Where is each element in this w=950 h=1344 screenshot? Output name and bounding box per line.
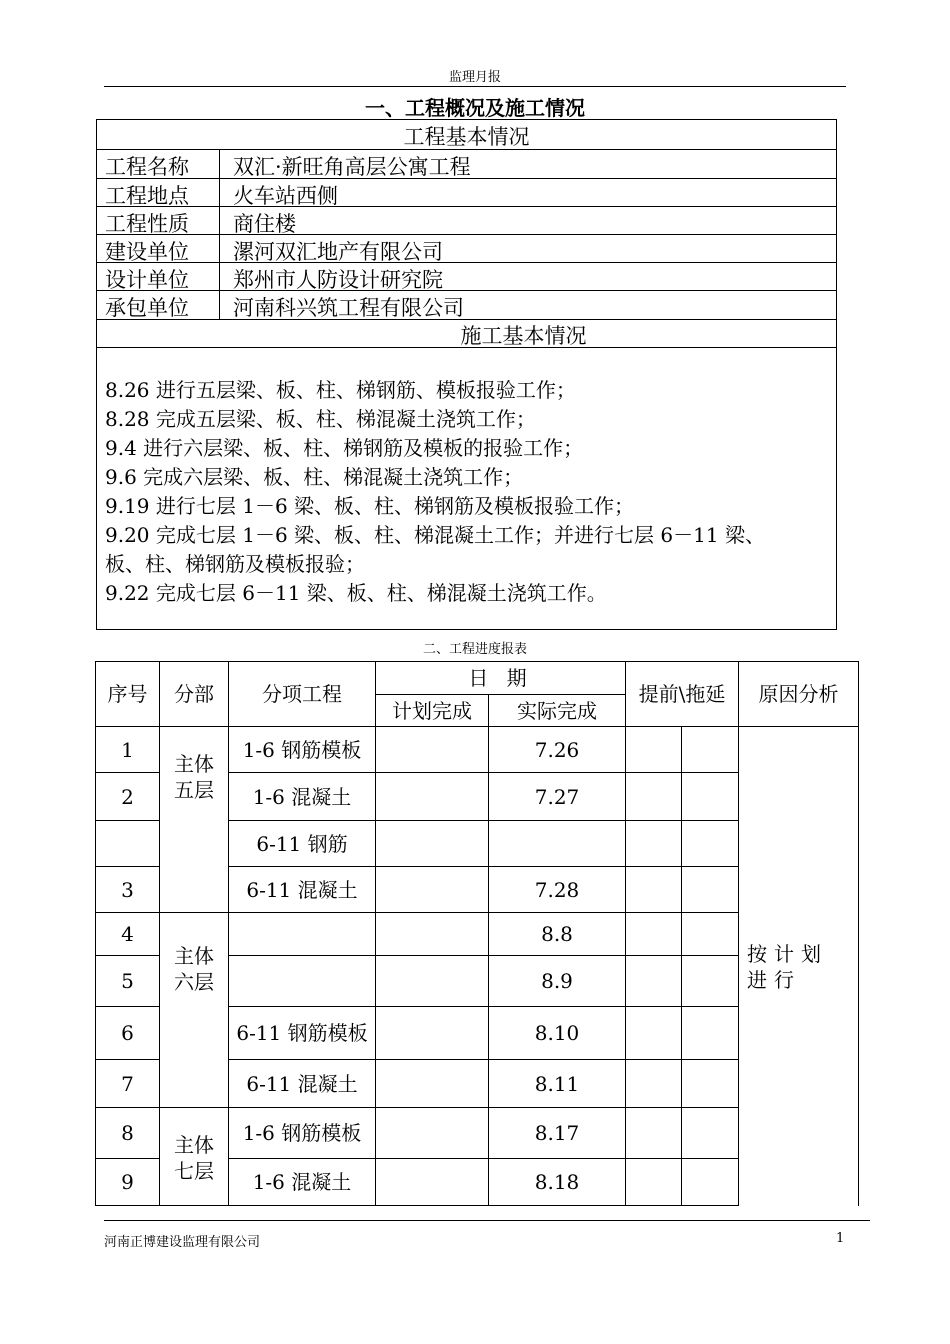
cell-delay bbox=[682, 821, 739, 867]
cell-item: 1-6 混凝土 bbox=[229, 1159, 376, 1206]
cell-seq: 5 bbox=[96, 956, 160, 1007]
cell-actual: 7.28 bbox=[489, 867, 626, 913]
basic-info-title-row bbox=[97, 120, 836, 150]
cell-planned bbox=[376, 1060, 489, 1108]
footer-company: 河南正博建设监理有限公司 bbox=[104, 1235, 261, 1250]
construction-title: 施工基本情况 bbox=[460, 324, 587, 348]
info-divider bbox=[219, 179, 220, 206]
header-division: 分部 bbox=[160, 662, 229, 727]
cell-planned bbox=[376, 913, 489, 956]
section-title: 一、工程概况及施工情况 bbox=[365, 96, 585, 120]
cell-seq: 7 bbox=[96, 1060, 160, 1108]
cell-actual: 8.8 bbox=[489, 913, 626, 956]
construction-title-row bbox=[97, 320, 836, 348]
cell-delay bbox=[682, 867, 739, 913]
division-label: 主体七层 bbox=[174, 1133, 214, 1183]
cell-item bbox=[229, 956, 376, 1007]
cell-actual: 7.27 bbox=[489, 773, 626, 821]
division-label: 主体五层 bbox=[174, 752, 214, 802]
cell-division bbox=[160, 727, 229, 913]
cell-division bbox=[160, 913, 229, 1108]
cell-planned bbox=[376, 1108, 489, 1159]
cell-ahead bbox=[626, 1060, 682, 1108]
cell-seq: 4 bbox=[96, 913, 160, 956]
progress-line: 9.4 进行六层梁、板、柱、梯钢筋及模板的报验工作； bbox=[105, 436, 584, 460]
cell-actual: 8.18 bbox=[489, 1159, 626, 1206]
cell-ahead bbox=[626, 956, 682, 1007]
info-value: 火车站西侧 bbox=[233, 184, 338, 208]
progress-line: 9.22 完成七层 6－11 梁、板、柱、梯混凝土浇筑工作。 bbox=[105, 581, 607, 605]
cell-seq: 2 bbox=[96, 773, 160, 821]
progress-line: 9.19 进行七层 1－6 梁、板、柱、梯钢筋及模板报验工作； bbox=[105, 494, 635, 518]
header-planned: 计划完成 bbox=[376, 695, 489, 727]
info-divider bbox=[219, 207, 220, 234]
info-label: 承包单位 bbox=[105, 296, 189, 320]
basic-info-title: 工程基本情况 bbox=[403, 125, 530, 149]
header-reason: 原因分析 bbox=[739, 662, 859, 727]
info-value: 河南科兴筑工程有限公司 bbox=[233, 296, 464, 320]
cell-planned bbox=[376, 956, 489, 1007]
page-number: 1 bbox=[836, 1231, 845, 1246]
info-value: 漯河双汇地产有限公司 bbox=[233, 240, 443, 264]
cell-planned bbox=[376, 867, 489, 913]
cell-ahead bbox=[626, 913, 682, 956]
cell-delay bbox=[682, 1159, 739, 1206]
cell-planned bbox=[376, 727, 489, 773]
info-label: 建设单位 bbox=[105, 240, 189, 264]
cell-delay bbox=[682, 913, 739, 956]
info-divider bbox=[219, 235, 220, 262]
cell-delay bbox=[682, 1060, 739, 1108]
info-row bbox=[97, 235, 836, 263]
table-header-row bbox=[96, 662, 859, 695]
info-row bbox=[97, 263, 836, 291]
cell-seq: 8 bbox=[96, 1108, 160, 1159]
info-value: 商住楼 bbox=[233, 212, 296, 236]
cell-item: 1-6 钢筋模板 bbox=[229, 1108, 376, 1159]
info-row bbox=[97, 150, 836, 179]
progress-notes bbox=[105, 376, 835, 608]
footer-rule bbox=[104, 1220, 870, 1221]
cell-seq: 1 bbox=[96, 727, 160, 773]
progress-line: 9.20 完成七层 1－6 梁、板、柱、梯混凝土工作；并进行七层 6－11 梁、 bbox=[105, 523, 765, 547]
cell-actual: 8.10 bbox=[489, 1007, 626, 1060]
cell-actual bbox=[489, 821, 626, 867]
cell-ahead bbox=[626, 773, 682, 821]
progress-table bbox=[95, 661, 859, 1206]
header-item: 分项工程 bbox=[229, 662, 376, 727]
info-divider bbox=[219, 291, 220, 319]
cell-ahead bbox=[626, 867, 682, 913]
progress-line: 9.6 完成六层梁、板、柱、梯混凝土浇筑工作； bbox=[105, 465, 524, 489]
cell-item: 6-11 混凝土 bbox=[229, 867, 376, 913]
cell-ahead bbox=[626, 727, 682, 773]
cell-delay bbox=[682, 1108, 739, 1159]
cell-actual: 8.17 bbox=[489, 1108, 626, 1159]
cell-seq: 6 bbox=[96, 1007, 160, 1060]
table-caption: 二、工程进度报表 bbox=[422, 642, 527, 657]
cell-planned bbox=[376, 1007, 489, 1060]
cell-planned bbox=[376, 821, 489, 867]
header-date: 日 期 bbox=[376, 662, 626, 695]
cell-delay bbox=[682, 773, 739, 821]
cell-reason: 按计划进行 bbox=[739, 727, 859, 1206]
cell-actual: 7.26 bbox=[489, 727, 626, 773]
cell-planned bbox=[376, 773, 489, 821]
info-label: 设计单位 bbox=[105, 268, 189, 292]
cell-ahead bbox=[626, 1159, 682, 1206]
info-label: 工程地点 bbox=[105, 184, 189, 208]
cell-actual: 8.9 bbox=[489, 956, 626, 1007]
cell-planned bbox=[376, 1159, 489, 1206]
info-label: 工程性质 bbox=[105, 212, 189, 236]
progress-line: 8.26 进行五层梁、板、柱、梯钢筋、模板报验工作； bbox=[105, 378, 576, 402]
header-actual: 实际完成 bbox=[489, 695, 626, 727]
info-divider bbox=[219, 263, 220, 290]
header-ahead-delay: 提前\拖延 bbox=[626, 662, 739, 727]
cell-item: 6-11 混凝土 bbox=[229, 1060, 376, 1108]
cell-item: 6-11 钢筋 bbox=[229, 821, 376, 867]
cell-item: 1-6 混凝土 bbox=[229, 773, 376, 821]
info-label: 工程名称 bbox=[105, 155, 189, 179]
cell-delay bbox=[682, 1007, 739, 1060]
cell-ahead bbox=[626, 821, 682, 867]
cell-delay bbox=[682, 956, 739, 1007]
info-value: 郑州市人防设计研究院 bbox=[233, 268, 443, 292]
cell-seq bbox=[96, 821, 160, 867]
info-value: 双汇·新旺角高层公寓工程 bbox=[233, 155, 471, 179]
cell-ahead bbox=[626, 1007, 682, 1060]
table-row bbox=[96, 727, 859, 773]
basic-info-box bbox=[96, 119, 837, 630]
cell-seq: 3 bbox=[96, 867, 160, 913]
cell-ahead bbox=[626, 1108, 682, 1159]
progress-line: 8.28 完成五层梁、板、柱、梯混凝土浇筑工作； bbox=[105, 407, 536, 431]
cell-seq: 9 bbox=[96, 1159, 160, 1206]
page-header: 监理月报 bbox=[448, 70, 501, 85]
cell-item bbox=[229, 913, 376, 956]
info-row bbox=[97, 291, 836, 320]
cell-division bbox=[160, 1108, 229, 1206]
cell-actual: 8.11 bbox=[489, 1060, 626, 1108]
info-row bbox=[97, 207, 836, 235]
info-divider bbox=[219, 150, 220, 178]
cell-item: 1-6 钢筋模板 bbox=[229, 727, 376, 773]
progress-line: 板、柱、梯钢筋及模板报验； bbox=[105, 552, 365, 576]
header-seq: 序号 bbox=[96, 662, 160, 727]
cell-item: 6-11 钢筋模板 bbox=[229, 1007, 376, 1060]
cell-delay bbox=[682, 727, 739, 773]
info-row bbox=[97, 179, 836, 207]
header-rule bbox=[104, 86, 846, 87]
division-label: 主体六层 bbox=[174, 944, 214, 994]
